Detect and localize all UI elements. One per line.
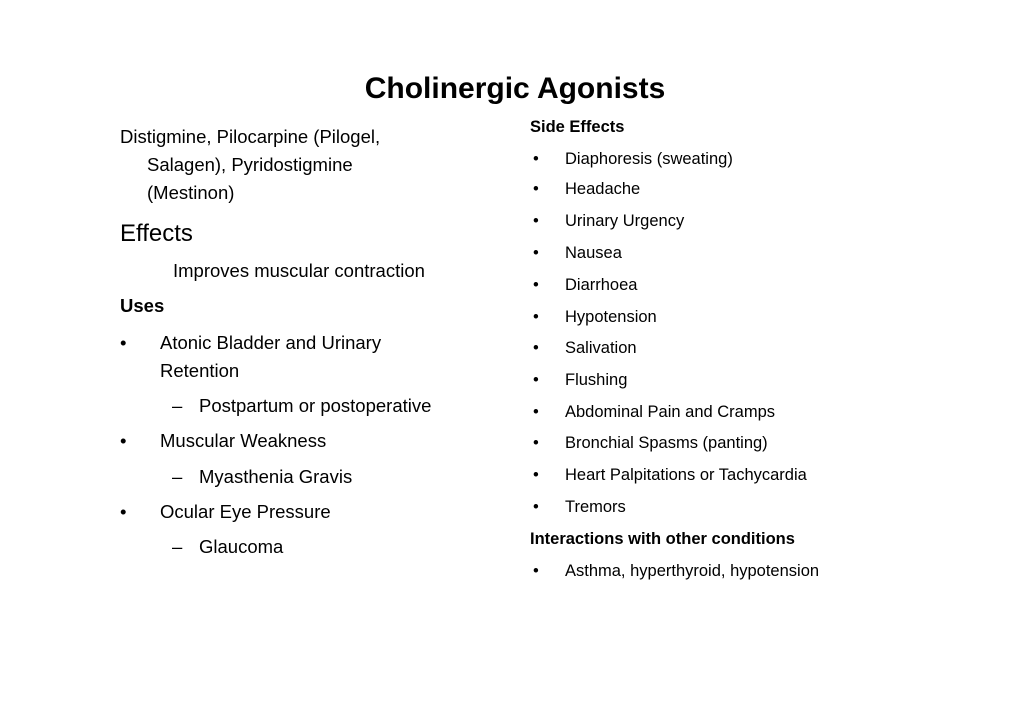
bullet-icon: • <box>533 180 539 198</box>
bullet-icon: • <box>533 212 539 230</box>
drug-names-line: Distigmine, Pilocarpine (Pilogel, <box>120 126 381 147</box>
side-effect-item: Diarrhoea <box>565 276 638 294</box>
bullet-icon: • <box>533 244 539 262</box>
use-item: Muscular Weakness <box>160 430 327 451</box>
bullet-icon: • <box>533 371 539 389</box>
use-subitem: Glaucoma <box>199 536 284 557</box>
bullet-icon: • <box>533 276 539 294</box>
use-subitem: Postpartum or postoperative <box>199 395 432 416</box>
effects-heading: Effects <box>120 220 193 247</box>
bullet-icon: • <box>533 403 539 421</box>
bullet-icon: • <box>533 339 539 357</box>
bullet-icon: • <box>120 501 127 522</box>
dash-icon: – <box>172 466 183 487</box>
dash-icon: – <box>172 395 183 416</box>
side-effect-item: Hypotension <box>565 308 657 326</box>
use-subitem: Myasthenia Gravis <box>199 466 353 487</box>
side-effect-item: Bronchial Spasms (panting) <box>565 434 768 452</box>
use-item-cont: Retention <box>160 360 240 381</box>
bullet-icon: • <box>533 562 539 580</box>
interaction-item: Asthma, hyperthyroid, hypotension <box>565 562 820 580</box>
use-item: Ocular Eye Pressure <box>160 501 331 522</box>
bullet-icon: • <box>120 332 127 353</box>
bullet-icon: • <box>533 150 539 168</box>
bullet-icon: • <box>533 434 539 452</box>
use-item: Atonic Bladder and Urinary <box>160 332 382 353</box>
bullet-icon: • <box>533 498 539 516</box>
side-effect-item: Headache <box>565 180 641 198</box>
slide-title: Cholinergic Agonists <box>364 72 666 105</box>
side-effect-item: Tremors <box>565 498 626 516</box>
dash-icon: – <box>172 536 183 557</box>
bullet-icon: • <box>533 308 539 326</box>
side-effect-item: Abdominal Pain and Cramps <box>565 403 776 421</box>
side-effect-item: Flushing <box>565 371 628 389</box>
drug-names-line: Salagen), Pyridostigmine <box>147 154 353 175</box>
effects-text: Improves muscular contraction <box>173 260 425 281</box>
side-effect-item: Nausea <box>565 244 622 262</box>
drug-names-line: (Mestinon) <box>147 182 235 203</box>
interactions-heading: Interactions with other conditions <box>530 530 795 548</box>
side-effects-heading: Side Effects <box>530 118 625 136</box>
side-effect-item: Diaphoresis (sweating) <box>565 150 733 168</box>
side-effect-item: Urinary Urgency <box>565 212 685 230</box>
side-effect-item: Salivation <box>565 339 637 357</box>
side-effect-item: Heart Palpitations or Tachycardia <box>565 466 807 484</box>
uses-heading: Uses <box>120 295 165 316</box>
bullet-icon: • <box>120 430 127 451</box>
bullet-icon: • <box>533 466 539 484</box>
